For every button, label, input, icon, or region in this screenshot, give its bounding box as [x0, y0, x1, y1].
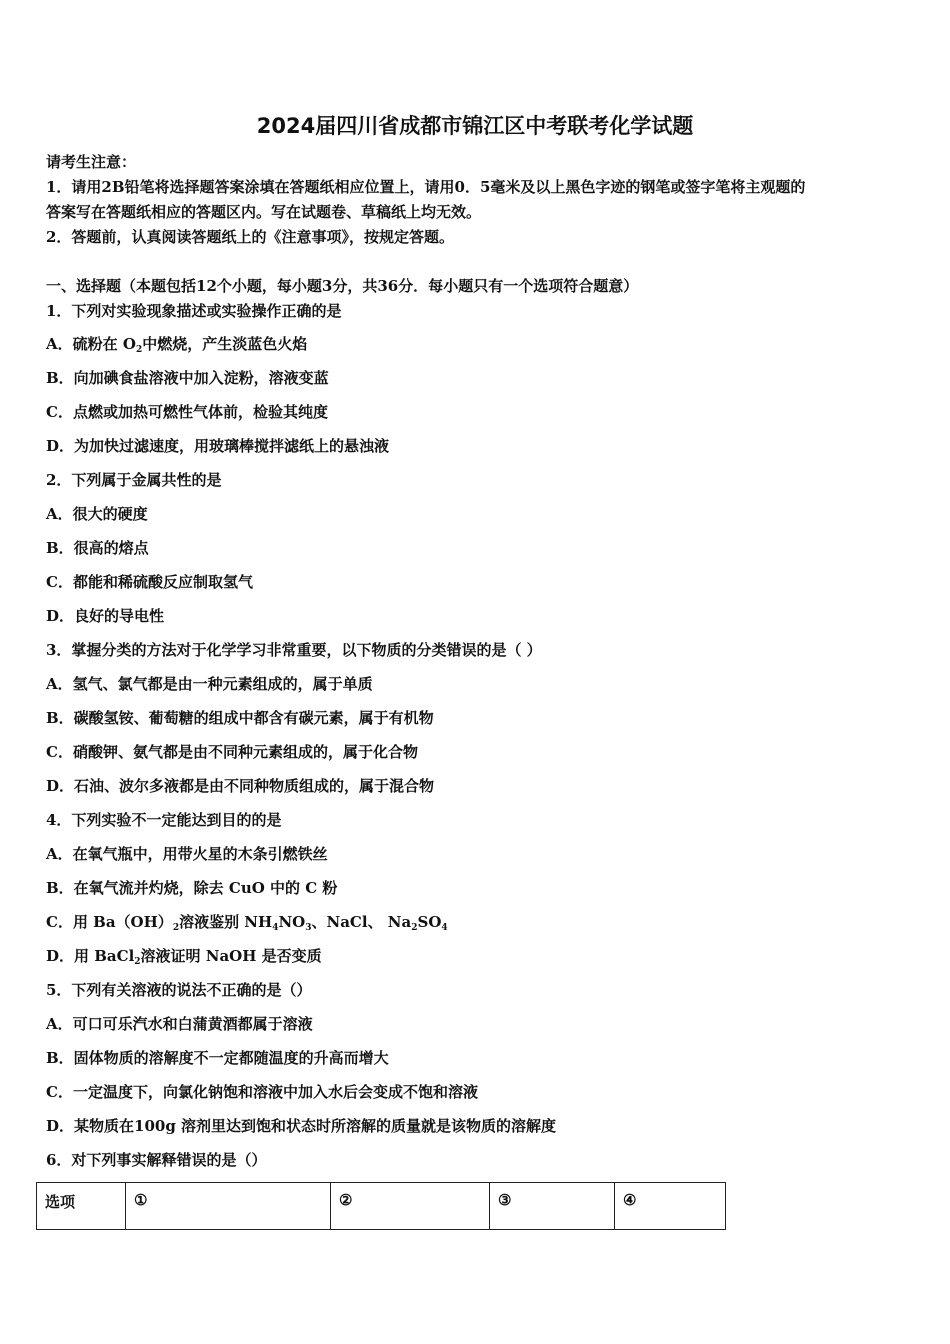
question-5-option-c: C．一定温度下，向氯化钠饱和溶液中加入水后会变成不饱和溶液	[46, 1083, 478, 1101]
question-5-stem: 5．下列有关溶液的说法不正确的是（）	[46, 981, 312, 999]
question-3-stem: 3．掌握分类的方法对于化学学习非常重要，以下物质的分类错误的是（ ）	[46, 641, 542, 659]
table-cell-1: ①	[126, 1183, 331, 1230]
question-5-option-d: D．某物质在100g 溶剂里达到饱和状态时所溶解的质量就是该物质的溶解度	[46, 1117, 557, 1135]
question-6-table	[36, 1182, 726, 1230]
question-4-stem: 4．下列实验不一定能达到目的的是	[46, 811, 282, 829]
notice-line-1: 1．请用2B铅笔将选择题答案涂填在答题纸相应位置上，请用0．5毫米及以上黑色字迹的钢笔或签字笔将主观题的	[46, 178, 806, 196]
table-cell-option: 选项	[37, 1183, 126, 1230]
table-cell-3: ③	[490, 1183, 615, 1230]
page-title: 2024届四川省成都市锦江区中考联考化学试题	[256, 114, 694, 138]
question-4-option-a: A．在氧气瓶中，用带火星的木条引燃铁丝	[46, 845, 328, 863]
question-1-option-a: A．硫粉在 $O_2$中燃烧，产生淡蓝色火焰	[46, 335, 308, 355]
question-3-option-b: B．碳酸氢铵、葡萄糖的组成中都含有碳元素，属于有机物	[46, 709, 434, 727]
question-1-option-b: B．向加碘食盐溶液中加入淀粉，溶液变蓝	[46, 369, 329, 387]
question-5-option-b: B．固体物质的溶解度不一定都随温度的升高而增大	[46, 1049, 389, 1067]
question-3-option-a: A．氢气、氯气都是由一种元素组成的，属于单质	[46, 675, 373, 693]
section-heading: 一、选择题（本题包括12个小题，每小题3分，共36分．每小题只有一个选项符合题意）	[46, 277, 639, 295]
question-3-option-d: D．石油、波尔多液都是由不同种物质组成的，属于混合物	[46, 777, 435, 795]
table-cell-2: ②	[331, 1183, 490, 1230]
question-5-option-a: A．可口可乐汽水和白蒲黄酒都属于溶液	[46, 1015, 313, 1033]
question-6-stem: 6．对下列事实解释错误的是（）	[46, 1151, 267, 1169]
notice-line-3: 2．答题前，认真阅读答题纸上的《注意事项》，按规定答题。	[46, 228, 454, 246]
question-2-option-b: B．很高的熔点	[46, 539, 149, 557]
table-header-row	[37, 1183, 726, 1230]
question-4-option-d: D．用 BaCl$_2$溶液证明 NaOH 是否变质	[46, 947, 322, 967]
question-4-option-c: C．用 $Ba(OH)_2$溶液鉴别 $NH_4NO_3$、NaCl、 $Na_2SO_4$	[46, 913, 448, 933]
question-2-option-a: A．很大的硬度	[46, 505, 148, 523]
question-2-option-d: D．良好的导电性	[46, 607, 165, 625]
question-1-stem: 1．下列对实验现象描述或实验操作正确的是	[46, 302, 342, 320]
question-2-stem: 2．下列属于金属共性的是	[46, 471, 222, 489]
question-1-option-c: C．点燃或加热可燃性气体前，检验其纯度	[46, 403, 328, 421]
notice-line-2: 答案写在答题纸相应的答题区内。写在试题卷、草稿纸上均无效。	[46, 203, 482, 221]
notice-heading: 请考生注意：	[46, 153, 137, 171]
question-3-option-c: C．硝酸钾、氨气都是由不同种元素组成的，属于化合物	[46, 743, 418, 761]
question-1-option-d: D．为加快过滤速度，用玻璃棒搅拌滤纸上的悬浊液	[46, 437, 390, 455]
question-4-option-b: B．在氧气流并灼烧，除去 CuO 中的 C 粉	[46, 879, 338, 897]
question-2-option-c: C．都能和稀硫酸反应制取氢气	[46, 573, 253, 591]
table-cell-4: ④	[615, 1183, 726, 1230]
